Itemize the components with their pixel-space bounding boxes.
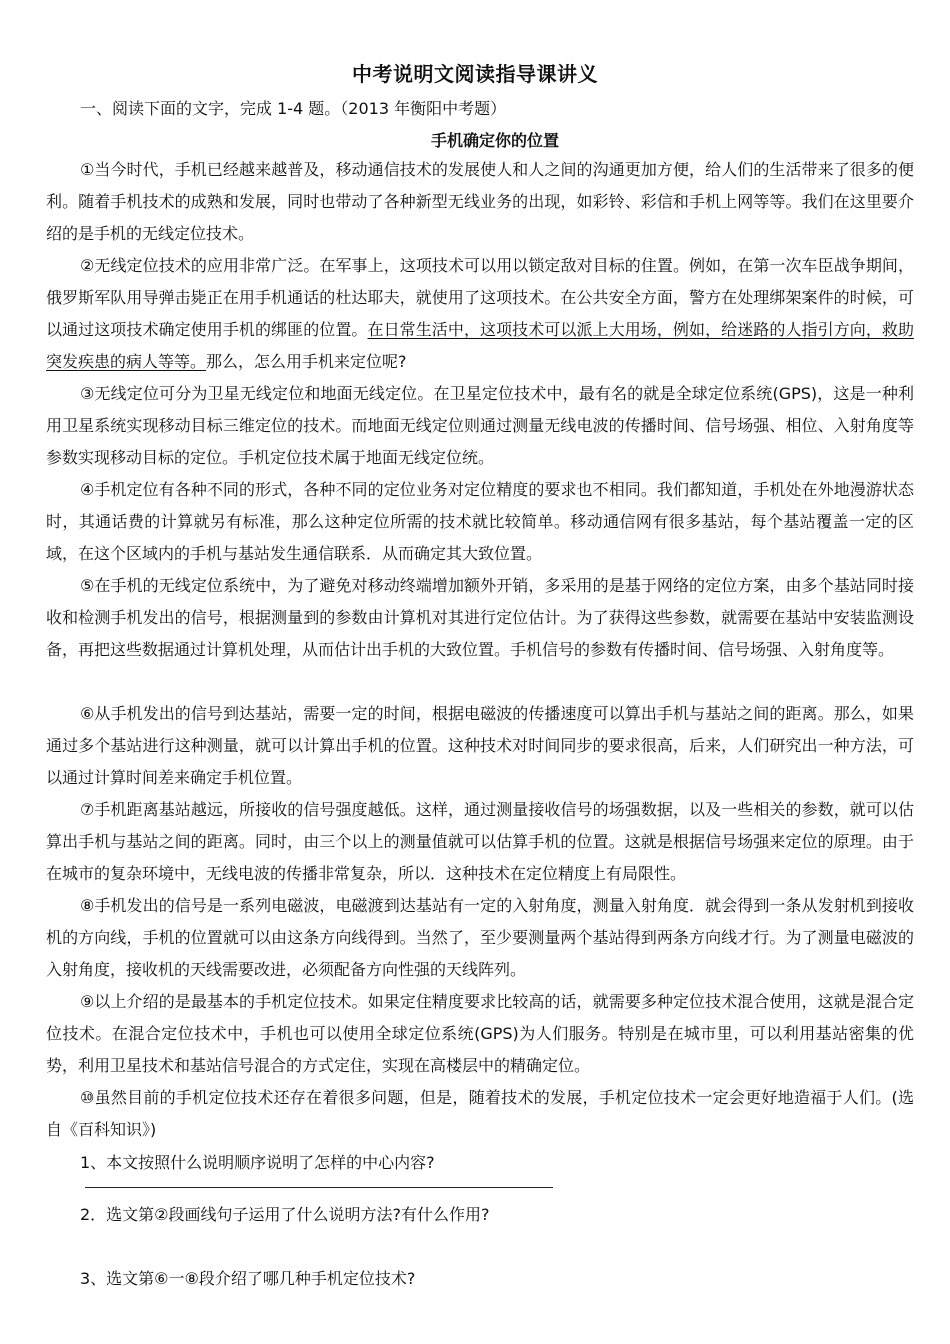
- paragraph-1: ①当今时代，手机已经越来越普及，移动通信技术的发展使人和人之间的沟通更加方便，给人们的生活带来了很多的便利。随着手机技术的成熟和发展，同时也带动了各种新型无线业务的出现，如彩铃、彩信和手机上网等等。我们在这里要介绍的是手机的无线定位技术。: [46, 160, 914, 243]
- paragraph-10: ⑩虽然目前的手机定位技术还存在着很多问题，但是，随着技术的发展，手机定位技术一定会更好地造福于人们。(选自《百科知识》): [46, 1088, 914, 1139]
- page-title: 中考说明文阅读指导课讲义: [352, 62, 598, 86]
- paragraph-3: ③无线定位可分为卫星无线定位和地面无线定位。在卫星定位技术中，最有名的就是全球定位系统(GPS)，这是一种利用卫星系统实现移动目标三维定位的技术。而地面无线定位则通过测量无线电波的传播时间、信号场强、相位、入射角度等参数实现移动目标的定位。手机定位技术属于地面无线定位统。: [46, 384, 914, 467]
- answer-line: [85, 1187, 553, 1188]
- paragraph-2-text: ②无线定位技术的应用非常广泛。在军事上，这项技术可以用以锁定敌对目标的住置。例如，在第一次车臣战争期间，俄罗斯军队用导弹击毙正在用手机通话的杜达耶夫，就使用了这项技术。在公共安全方面，警方在处理绑架案件的时候，可以通过这项技术确定使用手机的绑匪的位置。: [46, 256, 914, 339]
- question-1: 1、本文按照什么说明顺序说明了怎样的中心内容?: [80, 1153, 435, 1172]
- paragraph-9: ⑨以上介绍的是最基本的手机定位技术。如果定住精度要求比较高的话，就需要多种定位技术混合使用，这就是混合定位技术。在混合定位技术中，手机也可以使用全球定位系统(GPS)为人们服务。特别是在城市里，可以利用基站密集的优势，利用卫星技术和基站信号混合的方式定住，实现在高楼层中的精确定位。: [46, 992, 914, 1075]
- paragraph-6: ⑥从手机发出的信号到达基站，需要一定的时间，根据电磁波的传播速度可以算出手机与基站之间的距离。那么，如果通过多个基站进行这种测量，就可以计算出手机的位置。这种技术对时间同步的要求很高，后来，人们研究出一种方法，可以通过计算时间差来确定手机位置。: [46, 704, 914, 787]
- question-2: 2．选文第②段画线句子运用了什么说明方法?有什么作用?: [80, 1205, 490, 1224]
- paragraph-7: ⑦手机距离基站越远，所接收的信号强度越低。这样，通过测量接收信号的场强数据，以及一些相关的参数，就可以估算出手机与基站之间的距离。同时，由三个以上的测量值就可以估算手机的位置。这就是根据信号场强来定位的原理。由于在城市的复杂环境中，无线电波的传播非常复杂，所以．这种技术在定位精度上有局限性。: [46, 800, 914, 883]
- paragraph-8: ⑧手机发出的信号是一系列电磁波，电磁渡到达基站有一定的入射角度，测量入射角度．就会得到一条从发射机到接收机的方向线，手机的位置就可以由这条方向线得到。当然了，至少要测量两个基站得到两条方向线才行。为了测量电磁波的入射角度，接收机的天线需要改进，必须配备方向性强的天线阵列。: [46, 896, 914, 979]
- section-intro: 一、阅读下面的文字，完成 1-4 题。（2013 年衡阳中考题）: [80, 99, 507, 118]
- paragraph-2-tail: 那么，怎么用手机来定位呢?: [206, 352, 407, 371]
- underlined-sentence: 在日常生活中，这项技术可以派上大用场，例如，给迷路的人指引方向，救助突发疾患的病人等等。: [46, 320, 914, 371]
- question-3: 3、选文第⑥一⑧段介绍了哪几种手机定位技术?: [80, 1269, 416, 1288]
- paragraph-5: ⑤在手机的无线定位系统中，为了避免对移动终端增加额外开销，多采用的是基于网络的定位方案，由多个基站同时接收和检测手机发出的信号，根据测量到的参数由计算机对其进行定位估计。为了获得这些参数，就需要在基站中安装监测设备，再把这些数据通过计算机处理，从而估计出手机的大致位置。手机信号的参数有传播时间、信号场强、入射角度等。: [46, 576, 914, 659]
- paragraph-2: [46, 250, 914, 378]
- paragraph-4: ④手机定位有各种不同的形式，各种不同的定位业务对定位精度的要求也不相同。我们都知道，手机处在外地漫游状态时，其通话费的计算就另有标准，那么这种定位所需的技术就比较简单。移动通信网有很多基站，每个基站覆盖一定的区域，在这个区域内的手机与基站发生通信联系．从而确定其大致位置。: [46, 480, 914, 563]
- article-title: 手机确定你的位置: [430, 131, 559, 150]
